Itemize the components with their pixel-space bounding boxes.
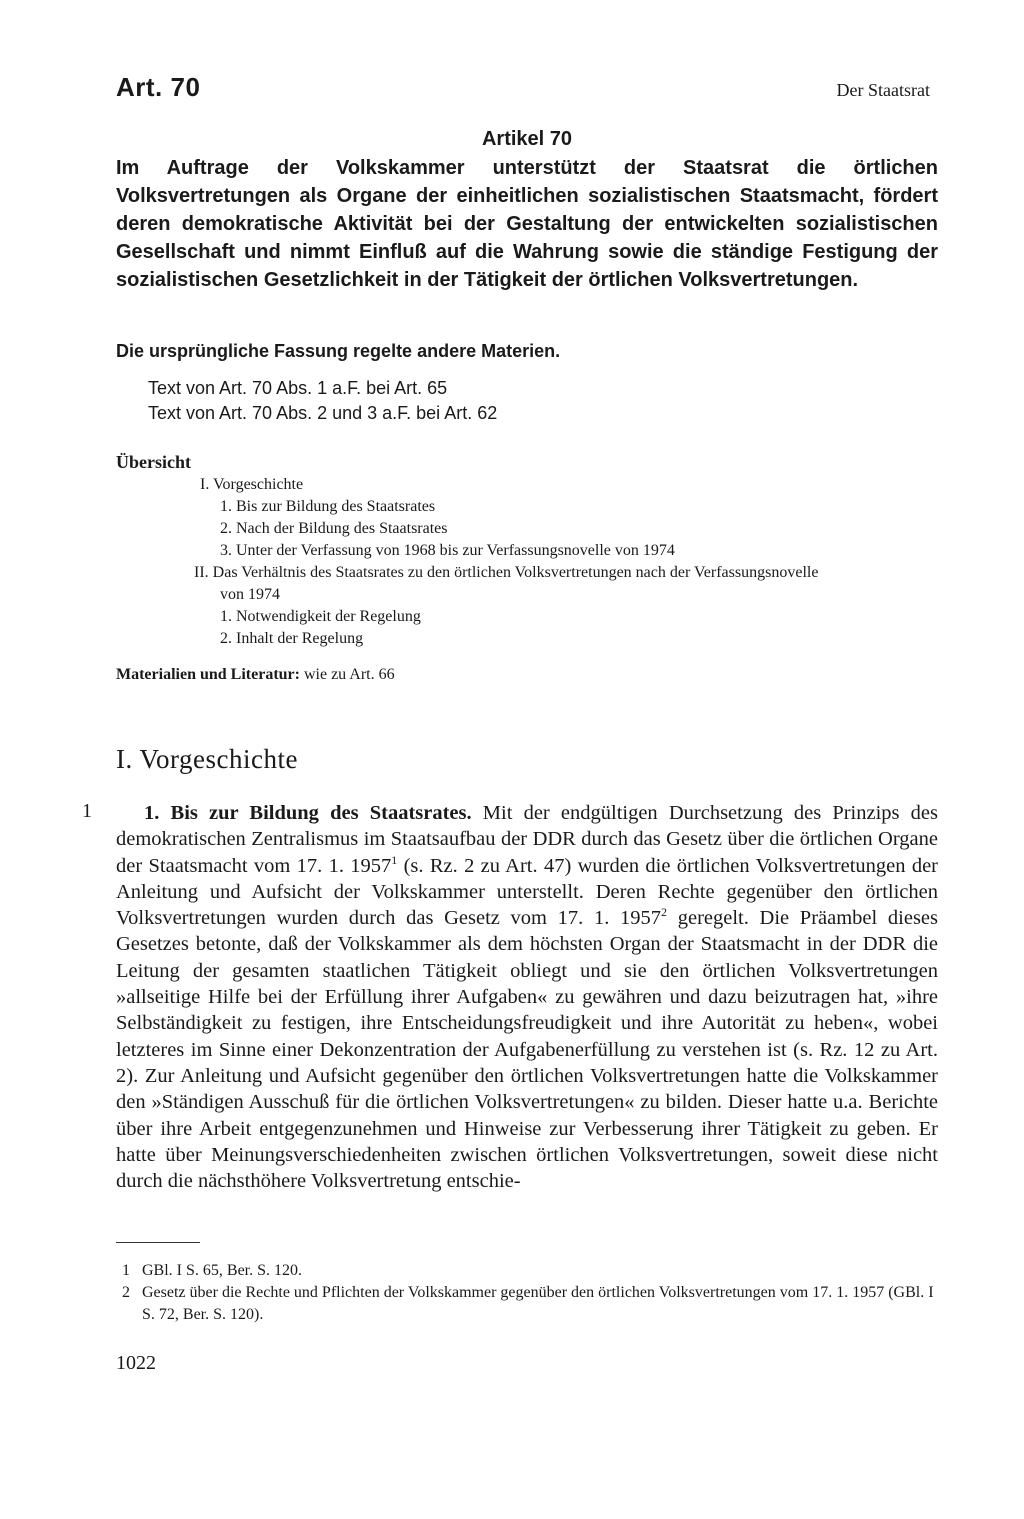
toc-label: Das Verhältnis des Staatsrates zu den örtlichen Volksvertretungen nach der Verfassungsnovelle [212, 564, 819, 581]
paragraph-text: geregelt. Die Präambel dieses Gesetzes betonte, daß der Volkskammer als dem höchsten Organ der Staatsmacht in der DDR die Leitung der gesamten staatlichen Tätigkeit obliegt und sie den örtlichen Volksvertretungen »allseitige Hilfe bei der Erfüllung ihrer Aufgaben« zu gewähren und dazu beizutragen hat, »ihre Selbständigkeit zu festigen, ihre Entscheidungsfreudigkeit und ihre Autorität zu heben«, wobei letzteres im Sinne einer Dekonzentration der Aufgabenerfüllung zu verstehen ist (s. Rz. 12 zu Art. 2). Zur Anleitung und Aufsicht gegenüber den örtlichen Volksvertretungen hatte die Volkskammer den »Ständigen Ausschuß für die örtlichen Volksvertretungen« zu bilden. Dieser hatte u.a. Berichte über ihre Arbeit entgegenzunehmen und Hinweise zur Verbesserung ihrer Tätigkeit zu geben. Er hatte über Meinungsverschiedenheiten zwischen örtlichen Volksvertretungen, soweit diese nicht durch die nächsthöhere Volksvertretung entschie- [116, 907, 938, 1193]
paragraph-heading: 1. Bis zur Bildung des Staatsrates. [144, 802, 472, 824]
paragraph-text: Mit der endgültigen Durchsetzung des Prinzips des demokratischen Zentralismus im Staatsaufbau der DDR durch das Gesetz über die örtlichen Organe der Staatsmacht vom 17. 1. 1957 [116, 802, 939, 877]
paragraph-text: (s. Rz. 2 zu Art. 47) wurden die örtlichen Volksvertretungen der Anleitung und Aufsicht der Volkskammer unterstellt. Deren Rechte gegenüber den örtlichen Volksvertretungen wurden durch das Gesetz vom 17. 1. 1957 [116, 854, 938, 930]
materials-line [116, 666, 395, 684]
toc-label: Bis zur Bildung des Staatsrates [236, 498, 436, 515]
footnote-divider [116, 1242, 200, 1243]
toc-item [194, 562, 938, 606]
toc-number: 1. [220, 498, 232, 515]
toc-number: 1. [220, 608, 232, 625]
footnote-number: 2 [122, 1284, 130, 1301]
toc-label: Notwendigkeit der Regelung [236, 608, 421, 625]
footnote [116, 1282, 938, 1326]
footnote-marker: 1 [391, 852, 398, 867]
toc-number: 2. [220, 630, 232, 647]
body-paragraph [116, 800, 938, 1194]
toc-label-continued: von 1974 [220, 586, 280, 603]
toc-label: Unter der Verfassung von 1968 bis zur Verfassungsnovelle von 1974 [236, 542, 675, 559]
toc-item [220, 518, 448, 540]
footnote-text: Gesetz über die Rechte und Pflichten der Volkskammer gegenüber den örtlichen Volksvertretungen vom 17. 1. 1957 (GBl. I S. 72, Ber. S. 120). [142, 1284, 934, 1323]
text-reference: Text von Art. 70 Abs. 2 und 3 a.F. bei Art. 62 [148, 403, 498, 423]
toc-number: II. [194, 564, 209, 581]
section-title: I. Vorgeschichte [116, 744, 298, 774]
page-number: 1022 [116, 1352, 156, 1374]
text-reference: Text von Art. 70 Abs. 1 a.F. bei Art. 65 [148, 378, 448, 398]
toc-label: Inhalt der Regelung [236, 630, 364, 647]
footnote-number: 1 [122, 1262, 130, 1279]
materials-label: Materialien und Literatur: [116, 666, 300, 683]
original-version-note: Die ursprüngliche Fassung regelte andere Materien. [116, 341, 561, 361]
running-title: Der Staatsrat [836, 80, 930, 100]
toc-number: 3. [220, 542, 232, 559]
toc-item [220, 628, 363, 650]
toc-number: I. [200, 476, 210, 493]
toc-item [220, 540, 675, 562]
margin-number: 1 [82, 800, 92, 822]
materials-value: wie zu Art. 66 [303, 666, 395, 683]
toc-label: Nach der Bildung des Staatsrates [236, 520, 448, 537]
toc-item [220, 496, 435, 518]
toc-number: 2. [220, 520, 232, 537]
article-label: Art. 70 [116, 72, 201, 102]
overview-heading: Übersicht [116, 452, 191, 472]
toc-item [200, 474, 303, 496]
toc-item [220, 606, 421, 628]
footnote-text: GBl. I S. 65, Ber. S. 120. [142, 1262, 303, 1279]
toc-label: Vorgeschichte [213, 476, 304, 493]
footnote-marker: 2 [661, 905, 668, 920]
article-text: Im Auftrage der Volkskammer unterstützt der Staatsrat die örtlichen Volksvertretungen als Organe der einheitlichen sozialistischen Staatsmacht, fördert deren demokratische Aktivität bei der Gestaltung der entwickelten sozialistischen Gesellschaft und nimmt Einfluß auf die Wahrung sowie die ständige Festigung der sozialistischen Gesetzlichkeit in der Tätigkeit der örtlichen Volksvertretungen. [116, 157, 938, 291]
footnote [116, 1260, 938, 1282]
article-title: Artikel 70 [481, 128, 573, 150]
